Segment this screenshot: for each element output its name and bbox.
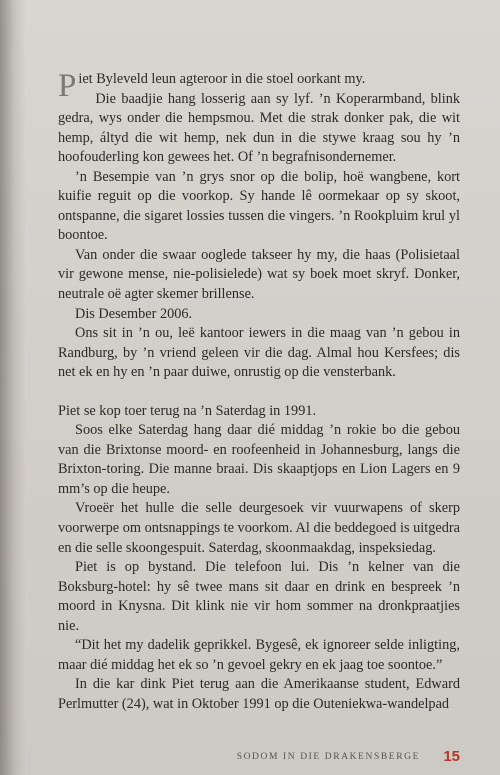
paragraph: Dis Desember 2006. — [75, 305, 193, 322]
paragraph: Van onder die swaar ooglede takseer hy my, die haas (Polisietaal vir gewone mense, nie-polisielede) wat sy boek moet skryf. Donker, neutrale oë agter skemer brillense. — [58, 246, 460, 303]
drop-cap: P — [58, 68, 77, 104]
running-head: SODOM IN DIE DRAKENSBERGE — [236, 752, 420, 762]
paragraph: “Dit het my dadelik geprikkel. Bygesê, ek ignoreer selde inligting, maar dié middag het ek so ’n gevoel gekry en ek jaag toe soontoe.” — [58, 637, 460, 673]
paragraph: Ons sit in ’n ou, leë kantoor iewers in die maag van ’n gebou in Randburg, by ’n vriend geleen vir die dag. Almal hou Kersfees; dis net ek en hy en ’n paar duiwe, onrustig op die vensterbank. — [58, 325, 460, 381]
page-number: 15 — [443, 748, 460, 765]
paragraph-opening — [58, 68, 460, 104]
paragraph: ’n Besempie van ’n grys snor op die bolip, hoë wangbene, kort kuifie reguit op die voorkop. Sy hande lê oormekaar op sy skoot, ontspanne, die sigaret lossies tussen die vingers. ’n Rookpluim krul yl boontoe. — [58, 168, 460, 244]
paragraph: In die kar dink Piet terug aan die Amerikaanse student, Edward Perlmutter (24), wat in Oktober 1991 op die Outeniekwa-wandelpad — [58, 676, 460, 712]
paragraph: Piet is op bystand. Die telefoon lui. Dis ’n kelner van die Boksburg-hotel: hy sê twee mans sit daar en drink en bespreek ’n moord in Knysna. Dit klink nie vir hom sommer na dronkpraatjies nie. — [58, 559, 460, 634]
opening-line: iet Byleveld leun agteroor in die stoel oorkant my. — [78, 71, 366, 87]
paragraph: Vroeër het hulle die selle deurgesoek vir vuurwapens of skerp voorwerpe om ontsnappings te voorkom. Al die beddegoed is uitgedra en die selle skoongespuit. Saterdag, skoonmaakdag, inspeksiedag. — [58, 500, 460, 556]
page-footer — [236, 748, 460, 767]
spine-shadow — [0, 0, 26, 775]
paragraph-section-start: Piet se kop toer terug na ’n Saterdag in 1991. — [58, 402, 317, 419]
body-text — [58, 70, 460, 715]
paragraph: Die baadjie hang losserig aan sy lyf. ’n Koperarmband, blink gedra, wys onder die hempsmou. Met die strak donker pak, die wit hemp, áltyd die wit hemp, nek dun in die stywe kraag sou hy ’n hoofouderling kon gewees het. Of ’n begrafnisondernemer. — [58, 90, 460, 166]
paragraph: Soos elke Saterdag hang daar dié middag ’n rokie bo die gebou van die Brixtonse moord- en roofeenheid in Johannesburg, langs die Brixton-toring. Die manne braai. Dis skaaptjops en Lion Lagers en 9 mm’s op die heupe. — [58, 422, 460, 497]
